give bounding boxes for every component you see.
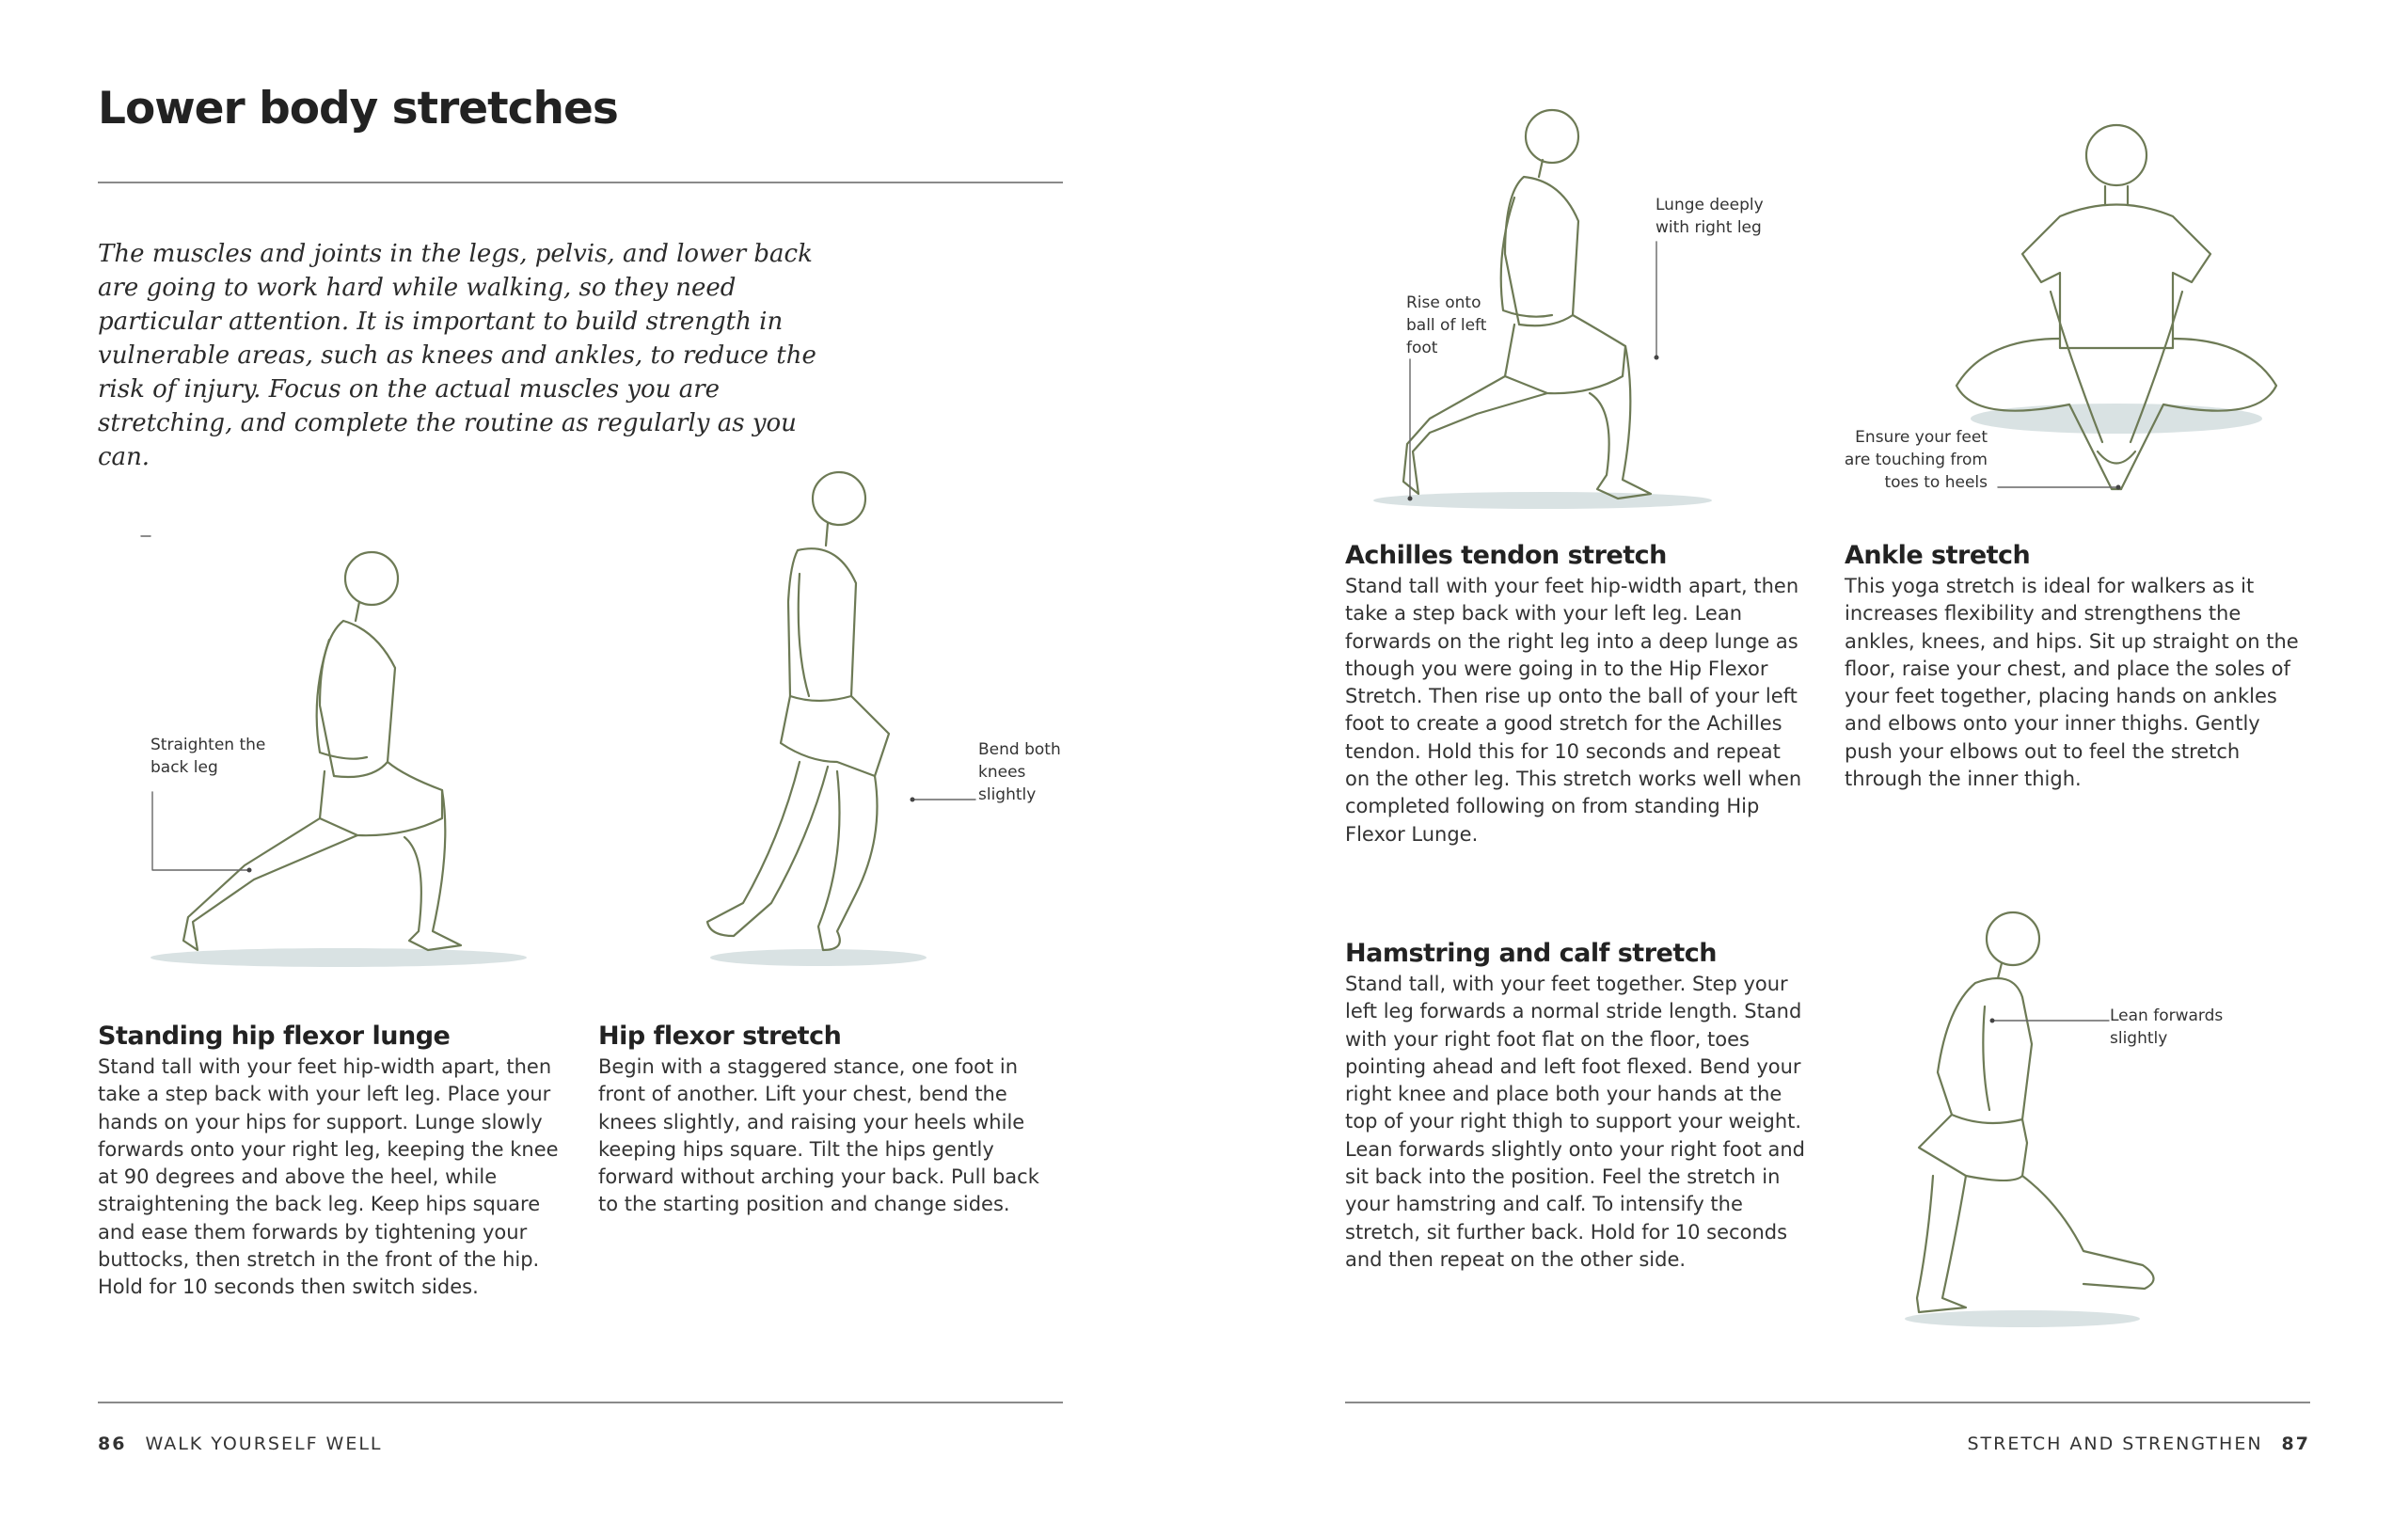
running-title-right: STRETCH AND STRENGTHEN <box>1967 1434 2263 1454</box>
lunge-callout: Straighten the back leg <box>150 736 266 777</box>
section-body-lunge: Stand tall with your feet hip-width apart, then take a step back with your left leg. Place your hands on your hips for support. Lunge slowly forwards onto your right leg, keeping the knee at 90 degrees and above the heel, while straightening the back leg. Keep hips square and ease them forwards by tightening your buttocks, then stretch in the front of the hip. Hold for 10 seconds then switch sides. <box>98 1055 559 1299</box>
lunge-callout-leader <box>150 790 263 884</box>
page-number-left: 86 <box>98 1434 127 1454</box>
section-body-achilles: Stand tall with your feet hip-width apart, then take a step back with your left leg. Lean forwards on the right leg into a deep lunge as though you were going in to the Hip Flexor Stretch. Then rise up onto the ball of your left foot to create a good stretch for the Achilles tendon. Hold this for 10 seconds and repeat on the other leg. This stretch works well when completed following on from standing Hip Flexor Lunge. <box>1345 575 1802 846</box>
footer-divider-right <box>1345 1402 2310 1403</box>
achilles-leader-right <box>1651 240 1670 362</box>
hip-flexor-callout-leader <box>908 795 978 804</box>
footer-divider-left <box>98 1402 1063 1403</box>
ankle-callout-leader <box>1996 480 2128 499</box>
hip-flexor-illustration <box>687 461 969 969</box>
hamstring-callout: Lean forwards slightly <box>2110 1006 2224 1048</box>
achilles-callout-right: Lunge deeply with right leg <box>1656 196 1764 237</box>
hamstring-callout-leader <box>1989 1016 2112 1025</box>
achilles-callout-left: Rise onto ball of left foot <box>1406 293 1487 357</box>
hip-flexor-callout: Bend both knees slightly <box>978 740 1061 804</box>
section-title-hip-flexor: Hip flexor stretch <box>598 1022 842 1051</box>
footer-right <box>1967 1434 2310 1454</box>
title-divider <box>98 182 1063 183</box>
section-title-hamstring: Hamstring and calf stretch <box>1345 939 1717 968</box>
section-body-ankle: This yoga stretch is ideal for walkers as it increases flexibility and strengthens the ankles, knees, and hips. Sit up straight on the floor, raise your chest, and place the soles of your feet together, placing hands on ankles and elbows onto your inner thighs. Gently push your elbows out to feel the stretch through the inner thigh. <box>1845 575 2299 791</box>
section-title-ankle: Ankle stretch <box>1845 541 2031 570</box>
footer-left <box>98 1434 383 1454</box>
section-title-lunge: Standing hip flexor lunge <box>98 1022 451 1051</box>
hamstring-illustration <box>1881 903 2173 1326</box>
achilles-leader-left <box>1406 357 1425 508</box>
section-body-hamstring: Stand tall, with your feet together. Step your left leg forwards a normal stride length. Stand with your right foot flat on the floor, toes pointing ahead and left foot flexed. Bend your right knee and place both your hands at the top of your right thigh to support your weight. Lean forwards slightly onto your right foot and sit back into the position. Feel the stretch in your hamstring and calf. To intensify the stretch, sit further back. Hold for 10 seconds and then repeat on the other side. <box>1345 973 1805 1271</box>
section-body-hip-flexor: Begin with a staggered stance, one foot in front of another. Lift your chest, bend the knees slightly, and raising your heels while keeping hips square. Tilt the hips gently forward without arching your back. Pull back to the starting position and change sides. <box>598 1055 1039 1216</box>
running-title-left: WALK YOURSELF WELL <box>145 1434 383 1454</box>
intro-paragraph: The muscles and joints in the legs, pelvis, and lower back are going to work hard while walking, so they need particular attention. It is important to build strength in vulnerable areas, such as knees and ankles, to reduce the risk of injury. Focus on the actual muscles you are stretching, and complete the routine as regularly as you can. <box>98 240 816 471</box>
page-title: Lower body stretches <box>98 83 618 135</box>
page-number-right: 87 <box>2281 1434 2310 1454</box>
section-title-achilles: Achilles tendon stretch <box>1345 541 1667 570</box>
ankle-callout: Ensure your feet are touching from toes to heels <box>1844 428 1988 492</box>
